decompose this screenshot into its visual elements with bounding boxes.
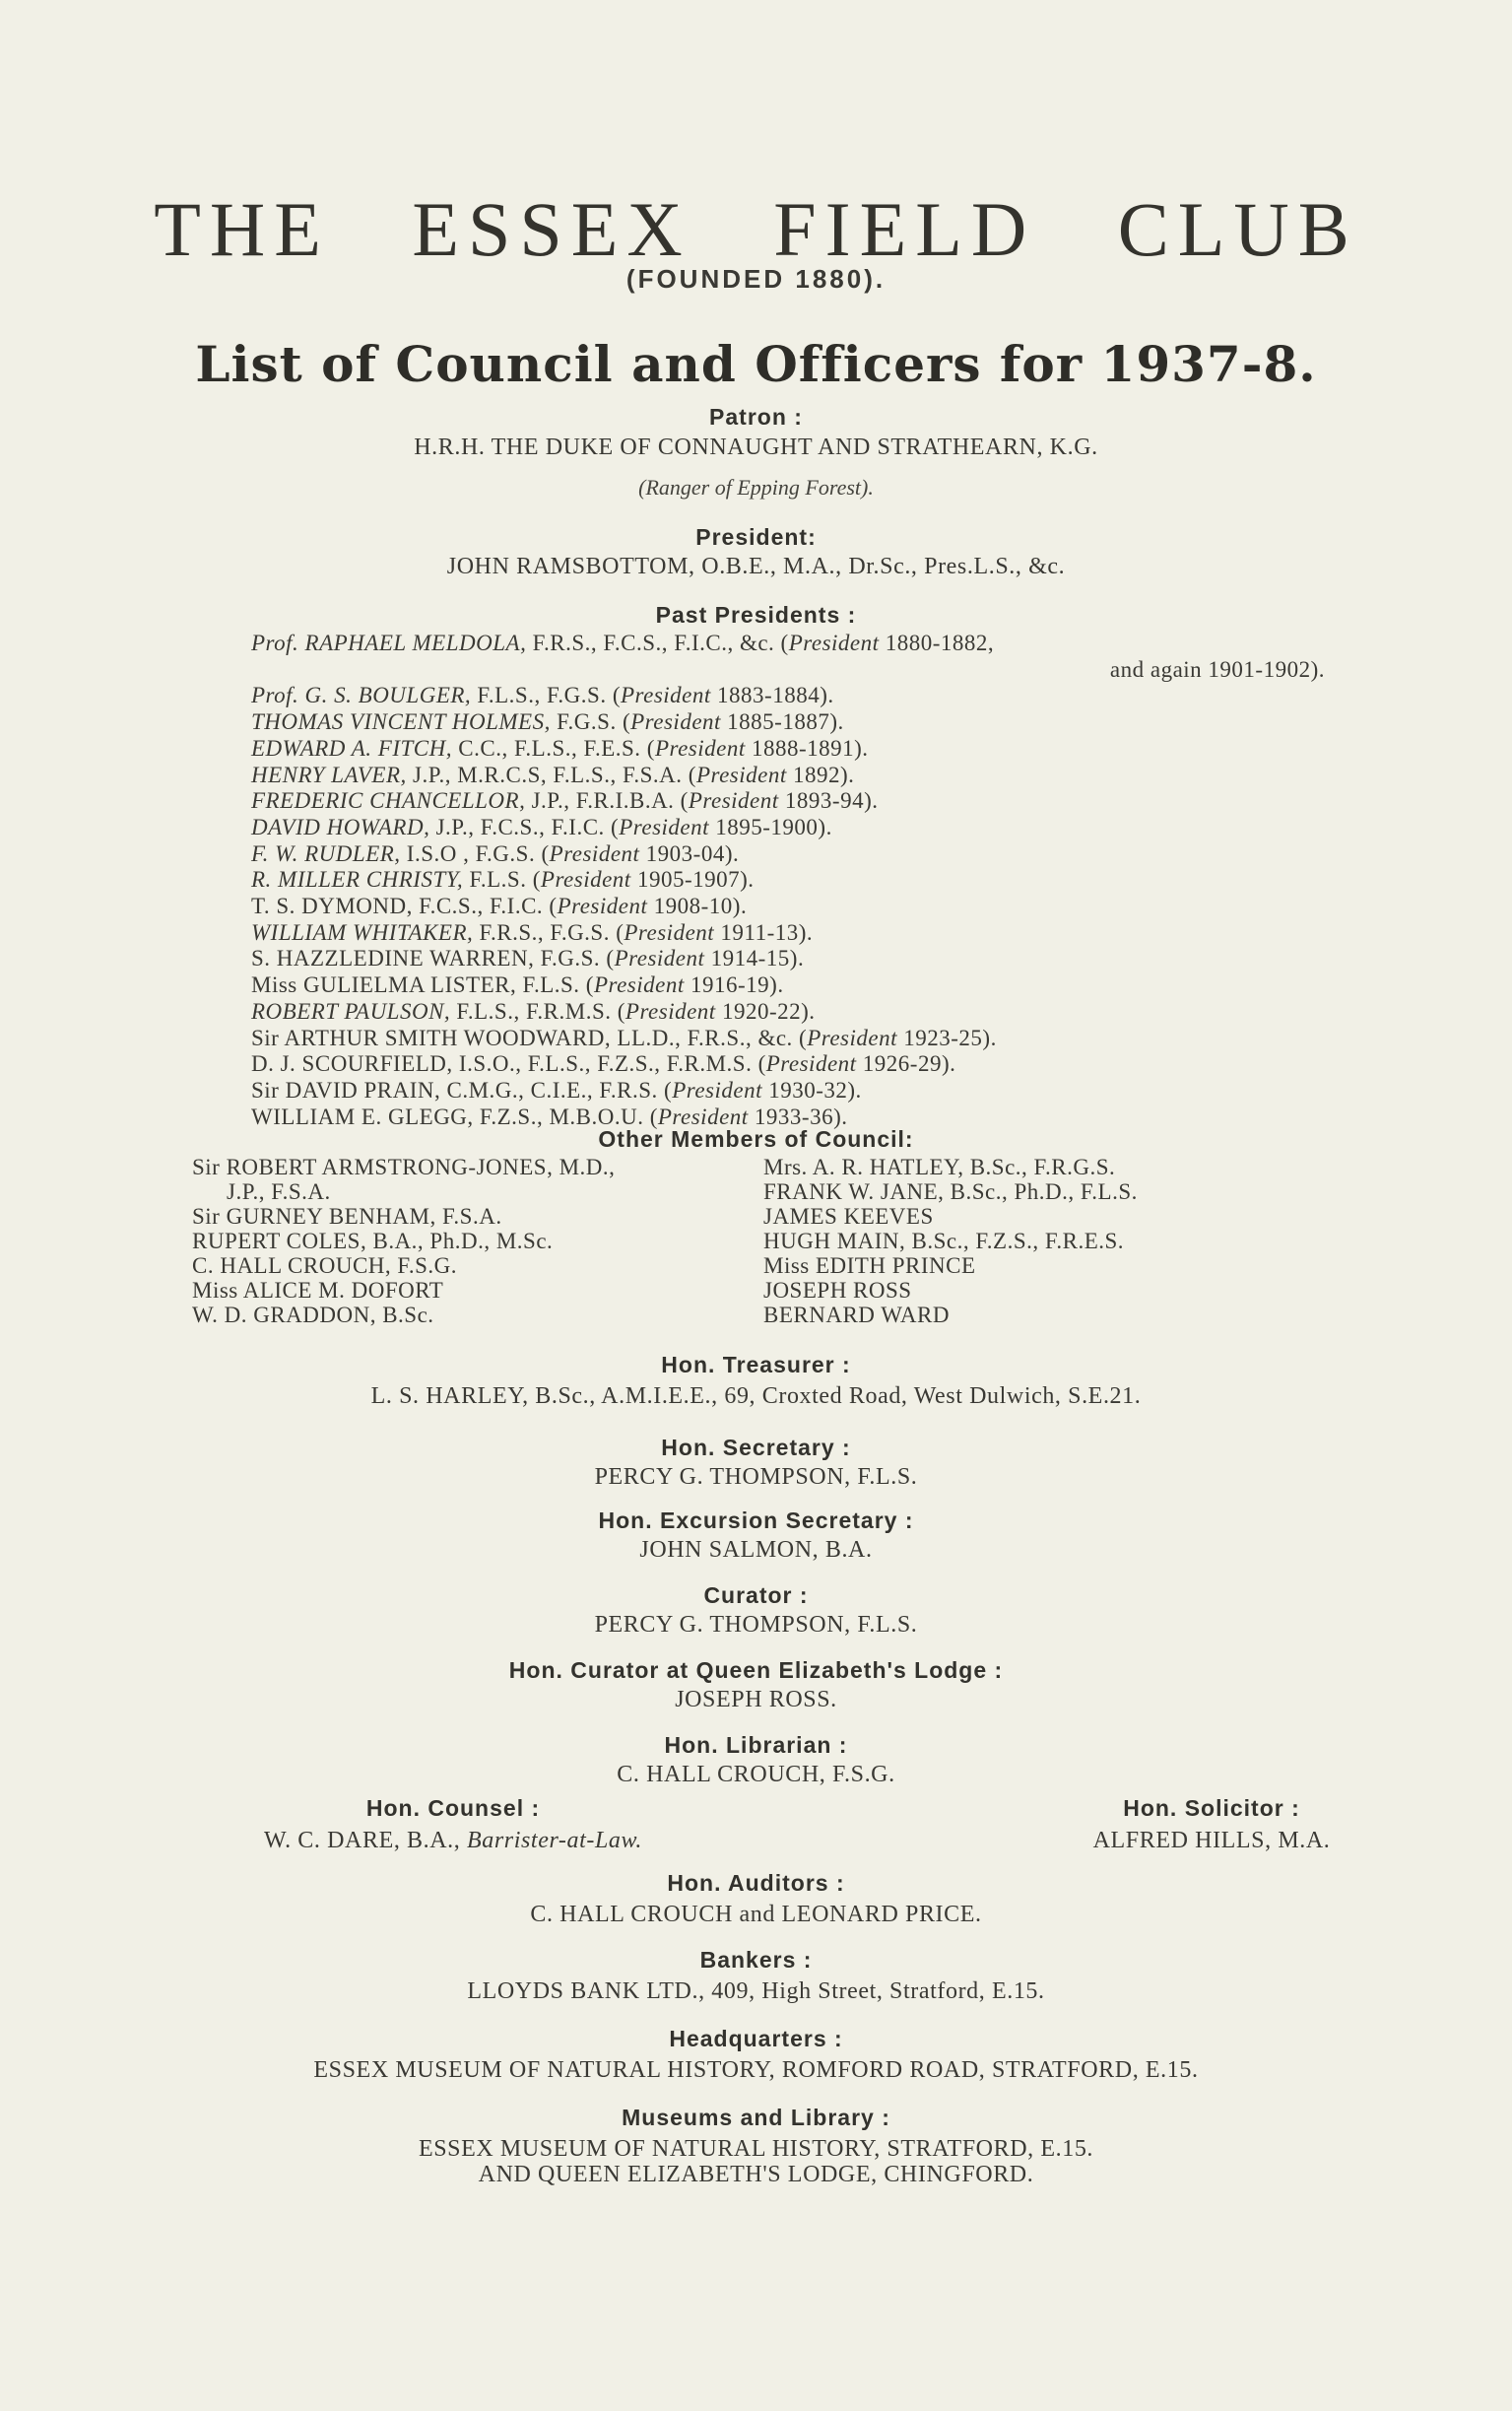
past-president-years: 1930-32). [761, 1077, 862, 1103]
past-president-years: 1920-22). [715, 998, 816, 1024]
past-president-name: Sir DAVID PRAIN, C.M.G., C.I.E., F.R.S. ( [251, 1077, 673, 1103]
auditors-heading: Hon. Auditors : [667, 1870, 845, 1896]
librarian-heading: Hon. Librarian : [664, 1732, 848, 1758]
past-president-honours: J.P., F.C.S., F.I.C. ( [429, 814, 620, 839]
past-president-item [251, 631, 1384, 657]
past-president-name: THOMAS VINCENT HOLMES, [251, 709, 551, 735]
past-president-years: 1911-13). [714, 919, 814, 945]
past-president-item [251, 736, 1384, 763]
past-president-honours: C.C., F.L.S., F.E.S. ( [452, 735, 655, 761]
past-president-years: 1888-1891). [745, 735, 869, 761]
past-president-item [251, 788, 1384, 815]
past-president-years: 1905-1907). [630, 867, 755, 893]
past-president-years: 1883-1884). [710, 683, 834, 708]
council-member: Miss ALICE M. DOFORT [192, 1278, 444, 1303]
excursion-secretary-heading: Hon. Excursion Secretary : [598, 1507, 914, 1533]
treasurer-heading: Hon. Treasurer : [661, 1352, 851, 1377]
past-president-years: 1914-15). [704, 946, 805, 971]
past-president-item [251, 683, 1384, 709]
curator-heading: Curator : [703, 1582, 809, 1608]
past-president-name: WILLIAM WHITAKER, [251, 919, 474, 945]
past-president-word: President [549, 840, 640, 866]
council-member: JOSEPH ROSS [763, 1278, 912, 1303]
council-member: J.P., F.S.A. [227, 1179, 331, 1204]
past-president-item [251, 894, 1384, 920]
past-president-item [251, 867, 1384, 894]
past-president-honours: F.L.S. ( [463, 867, 541, 893]
past-president-honours: J.P., F.R.I.B.A. ( [525, 788, 689, 814]
past-president-name: T. S. DYMOND, F.C.S., F.I.C. ( [251, 894, 558, 919]
secretary-heading: Hon. Secretary : [661, 1435, 851, 1460]
council-right-column [763, 1155, 1138, 1327]
council-member: FRANK W. JANE, B.Sc., Ph.D., F.L.S. [763, 1179, 1138, 1204]
council-left-column [192, 1155, 615, 1327]
past-president-item [251, 709, 1384, 736]
past-president-name: EDWARD A. FITCH, [251, 735, 453, 761]
past-president-name: Prof. RAPHAEL MELDOLA, [251, 631, 527, 655]
past-president-item [251, 657, 1384, 684]
council-member: Sir GURNEY BENHAM, F.S.A. [192, 1204, 502, 1229]
past-president-years: 1916-19). [684, 972, 784, 998]
patron-note: (Ranger of Epping Forest). [638, 475, 874, 500]
past-president-item [251, 946, 1384, 972]
past-president-years: 1933-36). [748, 1104, 848, 1129]
past-president-honours: F.L.S., F.G.S. ( [471, 683, 621, 708]
past-president-years: 1880-1882, [879, 631, 995, 655]
past-president-item [251, 1051, 1384, 1078]
museums-line-2: AND QUEEN ELIZABETH'S LODGE, CHINGFORD. [478, 2162, 1034, 2187]
past-president-years: 1908-10). [647, 894, 748, 919]
bankers-heading: Bankers : [699, 1947, 813, 1973]
treasurer-name: L. S. HARLEY, B.Sc., A.M.I.E.E., 69, Croxted Road, West Dulwich, S.E.21. [370, 1383, 1142, 1409]
past-president-name: F. W. RUDLER, [251, 840, 401, 866]
president-name: JOHN RAMSBOTTOM, O.B.E., M.A., Dr.Sc., Pres.L.S., &c. [446, 554, 1066, 579]
past-president-item [251, 841, 1384, 868]
solicitor-heading: Hon. Solicitor : [1123, 1795, 1300, 1821]
past-president-word: President [624, 919, 715, 945]
past-president-honours: J.P., M.R.C.S, F.L.S., F.S.A. ( [406, 762, 696, 787]
past-president-name: FREDERIC CHANCELLOR, [251, 788, 526, 814]
council-member: Miss EDITH PRINCE [763, 1253, 976, 1278]
past-president-name: Sir ARTHUR SMITH WOODWARD, LL.D., F.R.S., &c. ( [251, 1025, 808, 1050]
counsel-block [197, 1795, 709, 1854]
council-member: Sir ROBERT ARMSTRONG-JONES, M.D., [192, 1155, 616, 1179]
past-president-item [251, 763, 1384, 789]
past-president-item [251, 1026, 1384, 1052]
past-president-item [251, 815, 1384, 841]
council-member: HUGH MAIN, B.Sc., F.Z.S., F.R.E.S. [763, 1229, 1125, 1253]
club-title: THE ESSEX FIELD CLUB [154, 186, 1358, 272]
past-president-name: Miss GULIELMA LISTER, F.L.S. ( [251, 972, 594, 998]
past-president-word: President [654, 735, 746, 761]
museums-heading: Museums and Library : [622, 2105, 890, 2130]
past-president-honours: F.R.S., F.G.S. ( [473, 919, 625, 945]
list-subtitle: List of Council and Officers for 1937-8. [195, 335, 1317, 393]
past-president-honours: I.S.O , F.G.S. ( [400, 840, 550, 866]
past-president-years: 1893-94). [778, 788, 879, 814]
librarian-name: C. HALL CROUCH, F.S.G. [617, 1762, 895, 1787]
past-president-word: President [672, 1077, 762, 1103]
lodge-curator-name: JOSEPH ROSS. [675, 1687, 837, 1712]
past-president-word: President [614, 946, 705, 971]
past-president-name: S. HAZZLEDINE WARREN, F.G.S. ( [251, 946, 615, 971]
lodge-curator-heading: Hon. Curator at Queen Elizabeth's Lodge : [508, 1657, 1004, 1683]
past-president-word: President [540, 867, 631, 893]
past-president-name: DAVID HOWARD, [251, 814, 430, 839]
past-presidents-list [251, 631, 1384, 1130]
patron-name: H.R.H. THE DUKE OF CONNAUGHT AND STRATHEARN, K.G. [414, 435, 1098, 460]
council-heading: Other Members of Council: [598, 1126, 914, 1152]
past-president-name: ROBERT PAULSON, [251, 998, 451, 1024]
council-member: BERNARD WARD [763, 1303, 950, 1327]
headquarters-name: ESSEX MUSEUM OF NATURAL HISTORY, ROMFORD ROAD, STRATFORD, E.15. [313, 2057, 1199, 2083]
past-president-word: President [620, 683, 711, 708]
past-president-word: President [765, 1051, 857, 1077]
past-president-years: 1923-25). [897, 1025, 997, 1050]
past-president-years: 1892). [786, 762, 855, 787]
past-president-years: 1895-1900). [709, 814, 832, 839]
past-president-item [251, 1078, 1384, 1105]
past-president-word: President [557, 894, 648, 919]
past-president-item [251, 920, 1384, 947]
past-president-honours: F.L.S., F.R.M.S. ( [450, 998, 625, 1024]
solicitor-block [1034, 1795, 1389, 1854]
counsel-title-italic: Barrister-at-Law. [466, 1828, 642, 1853]
past-president-years: 1885-1887). [720, 709, 844, 735]
past-president-honours: F.R.S., F.C.S., F.I.C., &c. ( [526, 631, 789, 655]
past-president-word: President [630, 709, 721, 735]
council-member: JAMES KEEVES [763, 1204, 934, 1229]
auditors-name: C. HALL CROUCH and LEONARD PRICE. [530, 1902, 982, 1927]
past-president-item [251, 972, 1384, 999]
museums-line-1: ESSEX MUSEUM OF NATURAL HISTORY, STRATFORD, E.15. [418, 2136, 1094, 2162]
past-president-name: D. J. SCOURFIELD, I.S.O., F.L.S., F.Z.S., F.R.M.S. ( [251, 1051, 766, 1077]
curator-name: PERCY G. THOMPSON, F.L.S. [594, 1612, 918, 1638]
counsel-name [197, 1828, 709, 1854]
past-president-word: President [657, 1104, 749, 1129]
past-president-name: HENRY LAVER, [251, 762, 407, 787]
past-president-word: President [619, 814, 710, 839]
excursion-secretary-name: JOHN SALMON, B.A. [639, 1537, 873, 1563]
past-president-item [251, 999, 1384, 1026]
past-presidents-heading: Past Presidents : [655, 602, 857, 628]
counsel-heading: Hon. Counsel : [365, 1795, 541, 1821]
past-president-years: 1926-29). [856, 1051, 956, 1077]
past-president-name: Prof. G. S. BOULGER, [251, 683, 472, 708]
council-member: RUPERT COLES, B.A., Ph.D., M.Sc. [192, 1229, 554, 1253]
founded-line: (FOUNDED 1880). [625, 264, 887, 294]
past-president-word: President [807, 1025, 897, 1050]
secretary-name: PERCY G. THOMPSON, F.L.S. [594, 1464, 918, 1490]
past-president-word: President [695, 762, 787, 787]
past-president-word: President [593, 972, 685, 998]
council-member: Mrs. A. R. HATLEY, B.Sc., F.R.G.S. [763, 1155, 1116, 1179]
counsel-name-text: W. C. DARE, B.A., [264, 1828, 467, 1853]
past-president-name: R. MILLER CHRISTY, [251, 867, 464, 893]
past-president-word: President [688, 788, 779, 814]
council-member: C. HALL CROUCH, F.S.G. [192, 1253, 458, 1278]
council-member: W. D. GRADDON, B.Sc. [192, 1303, 434, 1327]
headquarters-heading: Headquarters : [669, 2026, 843, 2051]
past-president-name: WILLIAM E. GLEGG, F.Z.S., M.B.O.U. ( [251, 1104, 658, 1129]
past-president-word: President [625, 998, 716, 1024]
past-president-word: President [788, 631, 880, 655]
patron-heading: Patron : [709, 404, 803, 430]
president-heading: President: [695, 524, 817, 550]
past-president-continuation: and again 1901-1902). [1109, 656, 1325, 682]
solicitor-name: ALFRED HILLS, M.A. [1092, 1828, 1331, 1853]
past-president-honours: F.G.S. ( [550, 709, 631, 735]
past-president-years: 1903-04). [639, 840, 740, 866]
bankers-name: LLOYDS BANK LTD., 409, High Street, Stratford, E.15. [467, 1978, 1045, 2004]
